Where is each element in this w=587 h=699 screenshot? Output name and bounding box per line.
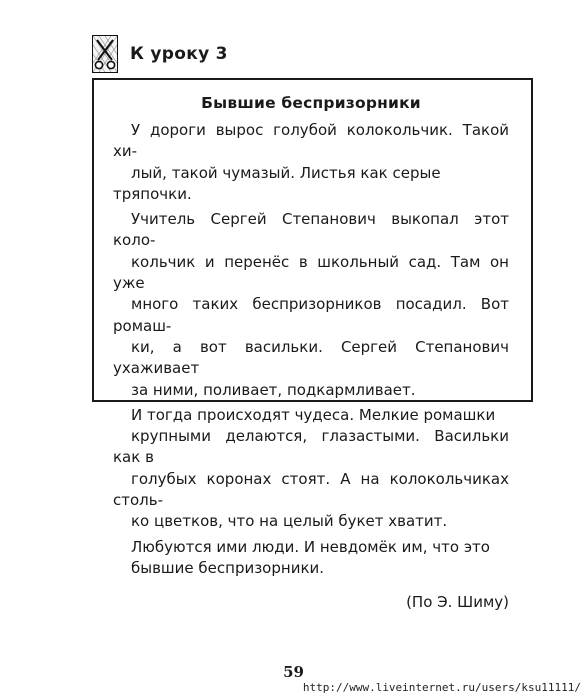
text-line: Любуются ими люди. И невдомёк им, что это <box>131 537 490 556</box>
paragraph <box>113 120 509 205</box>
text-line: кольчик и перенёс в школьный сад. Там он уже <box>113 252 509 293</box>
text-line: ки, а вот васильки. Сергей Степанович ухаживает <box>113 337 509 378</box>
lesson-title: К уроку 3 <box>130 44 228 64</box>
story-title: Бывшие беспризорники <box>201 94 421 112</box>
text-line: ко цветков, что на целый букет хватит. <box>131 512 448 531</box>
text-line: много таких беспризорников посадил. Вот ромаш- <box>113 295 509 335</box>
text-line: лый, такой чумазый. Листья как серые тряпочки. <box>113 163 441 203</box>
text-line: за ними, поливает, подкармливает. <box>131 380 416 399</box>
watermark-url: http://www.liveinternet.ru/users/ksu11111/ <box>302 681 581 694</box>
paragraph <box>113 209 509 401</box>
text-line: бывшие беспризорники. <box>131 558 325 577</box>
text-line: У дороги вырос голубой колокольчик. Такой хи- <box>113 121 509 161</box>
text-line: Учитель Сергей Степанович выкопал этот коло- <box>113 210 509 250</box>
text-line: крупными делаются, глазастыми. Васильки как в <box>113 427 509 467</box>
page-number: 59 <box>283 663 304 681</box>
text-line: И тогда происходят чудеса. Мелкие ромашки <box>131 405 496 424</box>
text-box <box>92 78 533 612</box>
paragraph <box>113 537 509 580</box>
scissors-icon <box>92 35 118 73</box>
lesson-header <box>92 34 228 74</box>
text-line: голубых коронах стоят. А на колокольчиках столь- <box>113 469 509 510</box>
paragraph <box>113 405 509 533</box>
story-source: (По Э. Шиму) <box>406 593 509 612</box>
